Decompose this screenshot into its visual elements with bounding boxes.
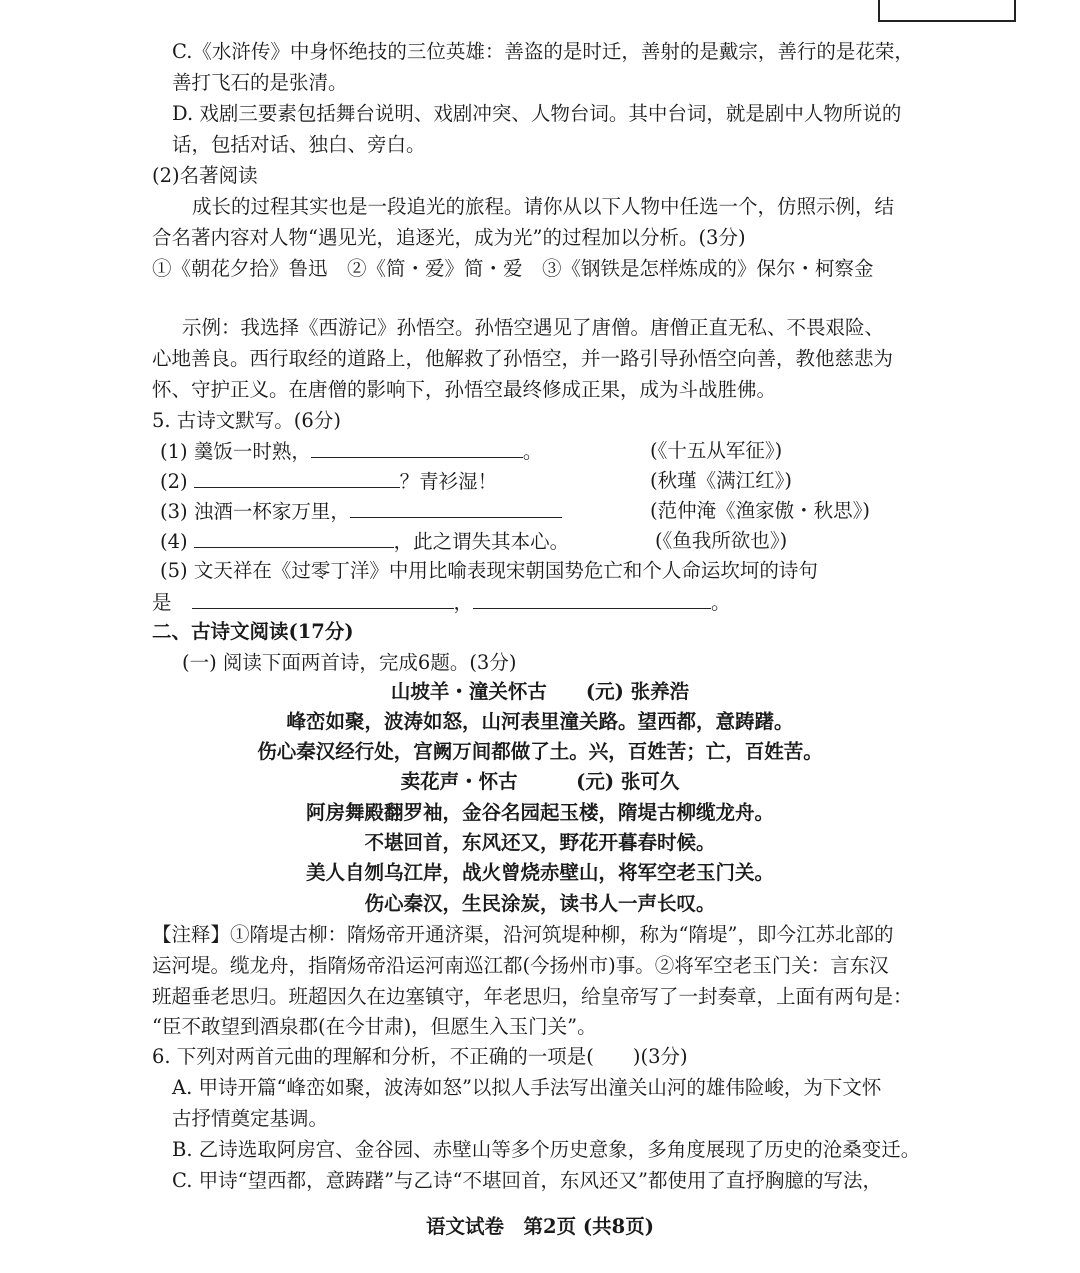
example-line2: 心地善良。西行取经的道路上，他解救了孙悟空，并一路引导孙悟空向善，教他慈悲为	[152, 347, 894, 370]
section-2-sub: (一) 阅读下面两首诗，完成6题。(3分)	[182, 651, 517, 674]
q5-item-3: (3) 浊酒一杯家万里，	[160, 497, 562, 526]
notes-line: “臣不敢望到酒泉郡(在今甘肃)，但愿生入玉门关”。	[152, 1015, 597, 1038]
q5-item-4: (4) ，此之谓失其本心。	[160, 527, 569, 556]
answer-blank[interactable]	[473, 588, 711, 609]
notes-line: 运河堤。缆龙舟，指隋炀帝沿运河南巡江都(今扬州市)事。②将军空老玉门关：言东汉	[152, 954, 889, 977]
poem2-title: 卖花声・怀古 (元) 张可久	[400, 770, 680, 793]
q5-item-5: (5) 文天祥在《过零丁洋》中用比喻表现宋朝国势危亡和个人命运坎坷的诗句	[160, 559, 818, 582]
option-d-line1: D. 戏剧三要素包括舞台说明、戏剧冲突、人物台词。其中台词，就是剧中人物所说的	[172, 102, 902, 125]
q5-source-1: (《十五从军征》)	[650, 439, 783, 462]
poem1-line: 伤心秦汉经行处，宫阙万间都做了土。兴，百姓苦；亡，百姓苦。	[257, 740, 823, 763]
answer-blank[interactable]	[311, 437, 523, 458]
page-footer: 语文试卷 第2页 (共8页)	[426, 1215, 654, 1238]
q6-option-a-line1: A. 甲诗开篇“峰峦如聚，波涛如怒”以拟人手法写出潼关山河的雄伟险峻，为下文怀	[172, 1076, 882, 1099]
score-box	[878, 0, 1016, 22]
option-c-line1: C.《水浒传》中身怀绝技的三位英雄：善盗的是时迁，善射的是戴宗，善行的是花荣，	[172, 40, 914, 63]
poem1-title: 山坡羊・潼关怀古 (元) 张养浩	[390, 680, 690, 703]
answer-blank[interactable]	[350, 497, 562, 518]
option-c-line2: 善打飞石的是张清。	[172, 71, 348, 94]
section-2-heading: 二、古诗文阅读(17分)	[152, 620, 354, 643]
mingzhu-options: ①《朝花夕拾》鲁迅 ②《简・爱》简・爱 ③《钢铁是怎样炼成的》保尔・柯察金	[152, 257, 874, 280]
option-d-line2: 话，包括对话、独白、旁白。	[172, 133, 426, 156]
poem1-line: 峰峦如聚，波涛如怒，山河表里潼关路。望西都，意踌躇。	[286, 710, 794, 733]
poem2-line: 不堪回首，东风还又，野花开暮春时候。	[364, 831, 716, 854]
q5-item-5-answer: 是 ， 。	[152, 588, 731, 617]
mingzhu-heading: (2)名著阅读	[152, 164, 258, 187]
poem2-line: 伤心秦汉，生民涂炭，读书人一声长叹。	[364, 892, 716, 915]
q5-heading: 5. 古诗文默写。(6分)	[152, 409, 341, 432]
notes-line: 班超垂老思归。班超因久在边塞镇守，年老思归，给皇帝写了一封奏章，上面有两句是：	[152, 985, 913, 1008]
notes-line: 【注释】①隋堤古柳：隋炀帝开通济渠，沿河筑堤种柳，称为“隋堤”，即今江苏北部的	[152, 923, 894, 946]
q5-source-3: (范仲淹《渔家傲・秋思》)	[650, 499, 870, 522]
q6-stem: 6. 下列对两首元曲的理解和分析，不正确的一项是( )(3分)	[152, 1045, 688, 1068]
answer-blank[interactable]	[192, 588, 454, 609]
q5-source-2: (秋瑾《满江红》)	[650, 469, 792, 492]
poem2-line: 阿房舞殿翻罗袖，金谷名园起玉楼，隋堤古柳缆龙舟。	[305, 801, 774, 824]
mingzhu-prompt-1: 成长的过程其实也是一段追光的旅程。请你从以下人物中任选一个，仿照示例，结	[192, 195, 895, 218]
answer-blank[interactable]	[194, 467, 400, 488]
q5-item-2: (2) ？青衫湿！	[160, 467, 497, 496]
q6-option-c: C. 甲诗“望西都，意踌躇”与乙诗“不堪回首，东风还又”都使用了直抒胸臆的写法，	[172, 1169, 882, 1192]
example-line3: 怀、守护正义。在唐僧的影响下，孙悟空最终修成正果，成为斗战胜佛。	[152, 378, 777, 401]
mingzhu-prompt-2: 合名著内容对人物“遇见光，追逐光，成为光”的过程加以分析。(3分)	[152, 226, 746, 249]
answer-blank[interactable]	[194, 527, 394, 548]
q6-option-a-line2: 古抒情奠定基调。	[172, 1107, 329, 1130]
example-line1: 示例：我选择《西游记》孙悟空。孙悟空遇见了唐僧。唐僧正直无私、不畏艰险、	[182, 316, 885, 339]
q6-option-b: B. 乙诗选取阿房宫、金谷园、赤壁山等多个历史意象，多角度展现了历史的沧桑变迁。	[172, 1138, 921, 1161]
poem2-line: 美人自刎乌江岸，战火曾烧赤壁山，将军空老玉门关。	[305, 861, 774, 884]
q5-item-1: (1) 羹饭一时熟， 。	[160, 437, 542, 466]
q5-source-4: (《鱼我所欲也》)	[655, 529, 788, 552]
